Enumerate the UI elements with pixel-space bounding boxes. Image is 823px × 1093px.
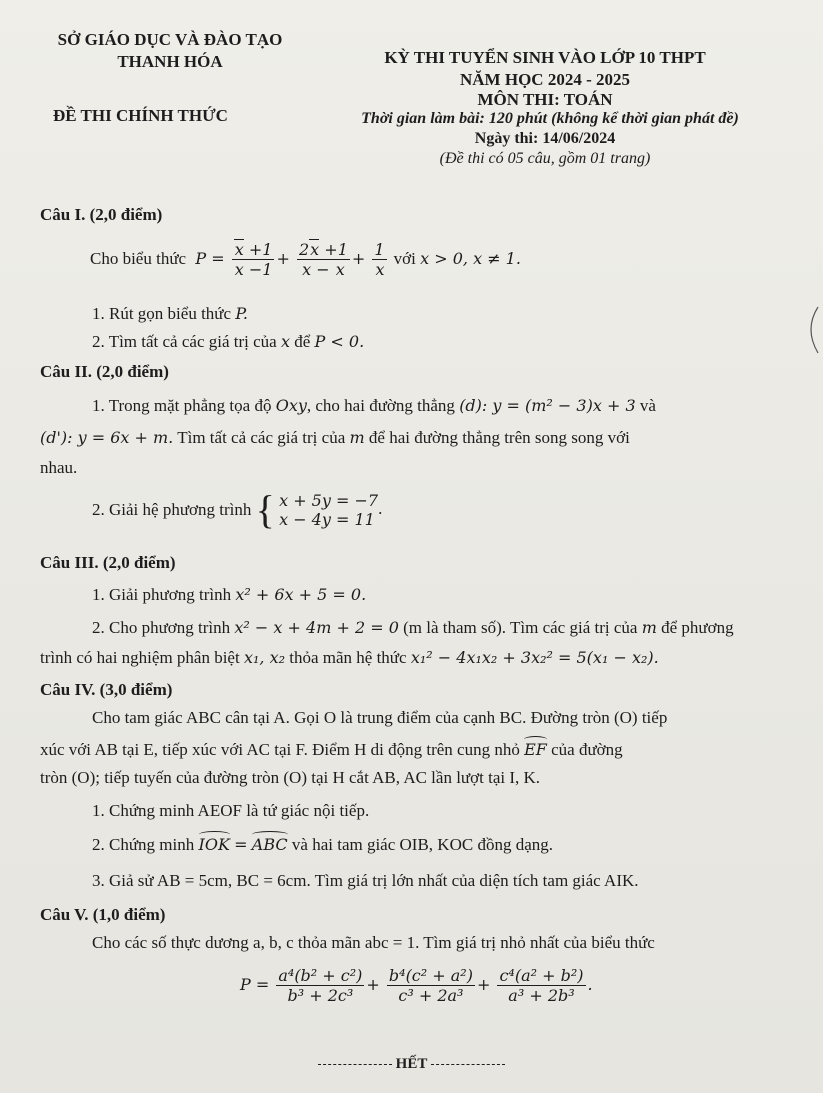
q4-equals: = bbox=[234, 835, 248, 854]
arc-ef: EF bbox=[524, 740, 547, 759]
q2-p2-text: 2. Giải hệ phương trình bbox=[92, 500, 252, 519]
question-4-line-1: Cho tam giác ABC cân tại A. Gọi O là trung điểm của cạnh BC. Đường tròn (O) tiếp bbox=[92, 708, 668, 727]
q3-p1-equation: x² + 6x + 5 = 0. bbox=[235, 585, 367, 604]
end-marker bbox=[0, 1056, 823, 1073]
system-eq-1: x + 5y = −7 bbox=[279, 491, 379, 510]
q1-p2-var: x bbox=[280, 332, 290, 351]
school-year: NĂM HỌC 2024 - 2025 bbox=[460, 70, 630, 89]
q5-f2-num: b⁴(c² + a²) bbox=[388, 966, 473, 985]
q5-f3-num: c⁴(a² + b²) bbox=[499, 966, 584, 985]
question-4-part-3: 3. Giả sử AB = 5cm, BC = 6cm. Tìm giá trị lớn nhất của diện tích tam giác AIK. bbox=[92, 871, 639, 890]
question-5-intro: Cho các số thực dương a, b, c thỏa mãn abc = 1. Tìm giá trị nhỏ nhất của biểu thức bbox=[92, 933, 655, 952]
page-curl-mark bbox=[800, 305, 822, 355]
page-note: (Đề thi có 05 câu, gồm 01 trang) bbox=[439, 150, 651, 167]
question-2-title: Câu II. (2,0 điểm) bbox=[40, 362, 169, 381]
q2-l2-c: để hai đường thẳng trên song song với bbox=[368, 428, 630, 447]
question-1-title: Câu I. (2,0 điểm) bbox=[40, 205, 163, 224]
q1-p1-var: P. bbox=[235, 304, 248, 323]
end-text: HẾT bbox=[395, 1056, 428, 1072]
fraction-3: $\frac{1}{x}$ bbox=[374, 240, 385, 279]
q3-p2-m: m bbox=[641, 618, 657, 637]
exam-date: Ngày thi: 14/06/2024 bbox=[474, 130, 616, 147]
province-name: THANH HÓA bbox=[117, 52, 223, 71]
system-brace: { bbox=[255, 487, 275, 532]
question-4-part-1: 1. Chứng minh AEOF là tứ giác nội tiếp. bbox=[92, 801, 370, 820]
question-4-title: Câu IV. (3,0 điểm) bbox=[40, 680, 173, 699]
fraction-1: $\frac{x +1}{x -1}$ bbox=[232, 240, 275, 279]
system-eq-2: x − 4y = 11 bbox=[279, 510, 375, 529]
p-expression: P = $\frac{x +1}{x -1}$ + $\frac{2x +1}{x - x}$ + $\frac{1}{x}$ bbox=[190, 240, 385, 279]
time-allowed: Thời gian làm bài: 120 phút (không kể thời gian phát đề) bbox=[361, 110, 739, 127]
q3-p2-c: để phương bbox=[661, 618, 734, 637]
q2-p1-a: 1. Trong mặt phẳng tọa độ bbox=[92, 396, 272, 415]
question-2-part-1-line-1 bbox=[92, 396, 656, 416]
q4-l2-b: của đường bbox=[551, 740, 623, 759]
angle-abc: ABC bbox=[251, 835, 288, 854]
question-2-part-2: 2. Giải hệ phương trình { x + 5y = −7 x − 4y = 11 . bbox=[92, 487, 383, 532]
question-1-part-1 bbox=[92, 304, 248, 324]
question-3-part-2-line-1 bbox=[92, 618, 734, 638]
q3-p2-b: (m là tham số). Tìm các giá trị của bbox=[403, 618, 638, 637]
q3-p1-text: 1. Giải phương trình bbox=[92, 585, 232, 604]
question-2-part-1-line-3: nhau. bbox=[40, 458, 78, 477]
question-1-expression bbox=[90, 240, 521, 279]
question-2-part-1-line-2 bbox=[40, 428, 630, 448]
q1-p1-text: 1. Rút gọn biểu thức bbox=[92, 304, 232, 323]
q1-p2-text: 2. Tìm tất cả các giá trị của bbox=[92, 332, 277, 351]
q4-l2-a: xúc với AB tại E, tiếp xúc với AC tại F. Điểm H di động trên cung nhỏ bbox=[40, 740, 520, 759]
question-3-part-2-line-2 bbox=[40, 648, 659, 668]
q3-l2-b: thỏa mãn hệ thức bbox=[289, 648, 407, 667]
department-name: SỞ GIÁO DỤC VÀ ĐÀO TẠO bbox=[57, 30, 283, 49]
q5-f2-den: c³ + 2a³ bbox=[398, 986, 464, 1005]
dash-right bbox=[431, 1064, 505, 1065]
q3-p2-a: 2. Cho phương trình bbox=[92, 618, 231, 637]
q2-p1-b: , cho hai đường thẳng bbox=[306, 396, 455, 415]
fraction-2: $\frac{2x +1}{x - x}$ bbox=[298, 240, 348, 279]
q4-p2-a: 2. Chứng minh bbox=[92, 835, 195, 854]
q2-l2-b: Tìm tất cả các giá trị của bbox=[177, 428, 346, 447]
q1-condition: x > 0, x ≠ 1. bbox=[420, 249, 521, 268]
q2-line-d: (d): y = (m² − 3)x + 3 bbox=[459, 396, 636, 415]
q2-line-d-prime: (d'): y = 6x + m. bbox=[40, 428, 174, 447]
equation-system bbox=[279, 491, 378, 529]
q2-p1-c: và bbox=[639, 396, 656, 415]
q3-relation: x₁² − 4x₁x₂ + 3x₂² = 5(x₁ − x₂). bbox=[410, 648, 659, 667]
dash-left bbox=[318, 1064, 392, 1065]
exam-title: KỲ THI TUYỂN SINH VÀO LỚP 10 THPT bbox=[384, 48, 706, 67]
q3-roots: x₁, x₂ bbox=[243, 648, 285, 667]
angle-iok: IOK bbox=[198, 835, 230, 854]
question-5-expression: P = $\frac{\text{a⁴(b² + c²)}}{\text{b³ + 2c³}}$ + $\frac{\text{b⁴(c² + a²)}}{\text{c³ + 2a³}}$ + $\frac{\text{c⁴(a² + b²)}}{\text{a³ + 2b³}}$ . bbox=[240, 966, 593, 1005]
question-4-part-2 bbox=[92, 835, 553, 855]
q5-fraction-2 bbox=[387, 966, 475, 1005]
subject: MÔN THI: TOÁN bbox=[477, 90, 613, 109]
question-1-part-2 bbox=[92, 332, 364, 352]
question-5-title: Câu V. (1,0 điểm) bbox=[40, 905, 166, 924]
official-label: ĐỀ THI CHÍNH THỨC bbox=[53, 106, 228, 125]
question-3-title: Câu III. (2,0 điểm) bbox=[40, 553, 176, 572]
q2-oxy: Oxy bbox=[275, 396, 307, 415]
question-4-line-2 bbox=[40, 740, 623, 760]
q1-intro: Cho biểu thức bbox=[90, 249, 187, 268]
q5-lhs: P = bbox=[240, 975, 270, 994]
q4-p2-b: và hai tam giác OIB, KOC đồng dạng. bbox=[291, 835, 553, 854]
q1-cond-word: với bbox=[393, 249, 416, 268]
q5-fraction-1 bbox=[276, 966, 364, 1005]
question-3-part-1 bbox=[92, 585, 366, 605]
q5-fraction-3 bbox=[497, 966, 585, 1005]
q3-l2-a: trình có hai nghiệm phân biệt bbox=[40, 648, 240, 667]
q2-m: m bbox=[349, 428, 365, 447]
question-4-line-3: tròn (O); tiếp tuyến của đường tròn (O) tại H cắt AB, AC lần lượt tại I, K. bbox=[40, 768, 541, 787]
q5-f1-den: b³ + 2c³ bbox=[287, 986, 354, 1005]
q1-p2-mid: để bbox=[294, 332, 311, 351]
q5-f3-den: a³ + 2b³ bbox=[508, 986, 575, 1005]
q5-f1-num: a⁴(b² + c²) bbox=[278, 966, 363, 985]
q3-p2-equation: x² − x + 4m + 2 = 0 bbox=[234, 618, 399, 637]
q1-p2-cond: P < 0. bbox=[314, 332, 365, 351]
